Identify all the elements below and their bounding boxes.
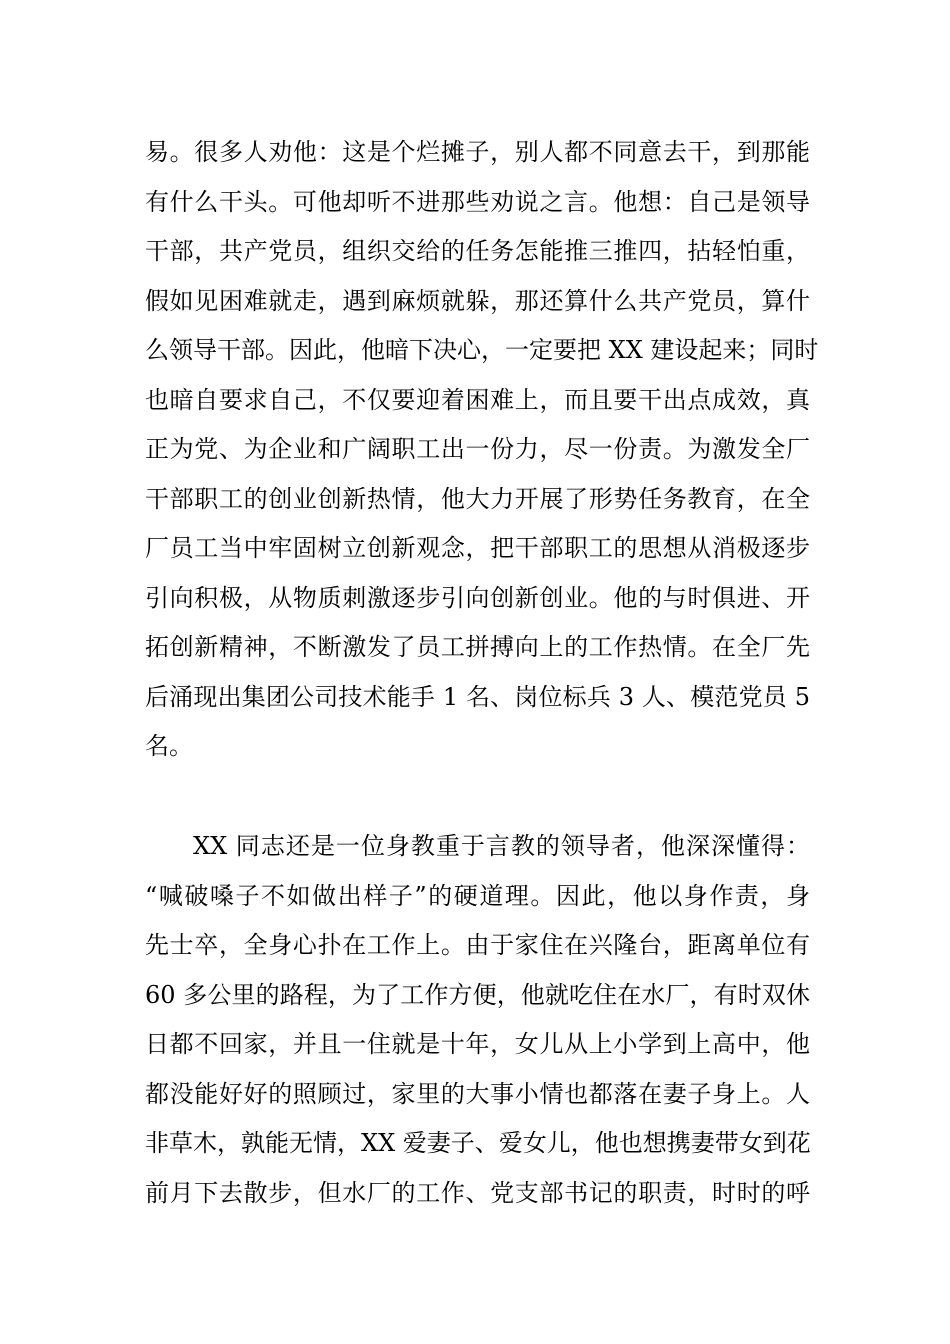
text-line: 都没能好好的照顾过，家里的大事小情也都落在妻子身上。人 [145,1079,810,1108]
text-line: 非草木，孰能无情，XX 爱妻子、爱女儿，他也想携妻带女到花 [145,1129,811,1157]
text-line: 假如见困难就走，遇到麻烦就躲，那还算什么共产党员，算什 [145,286,810,315]
text-line: 引向积极，从物质刺激逐步引向创新创业。他的与时俱进、开 [145,583,810,612]
text-line: 后涌现出集团公司技术能手 1 名、岗位标兵 3 人、模范党员 5 [145,682,810,711]
text-line: 名。 [145,732,193,760]
text-line: 前月下去散步，但水厂的工作、党支部书记的职责，时时的呼 [145,1178,810,1207]
text-line: 也暗自要求自己，不仅要迎着困难上，而且要干出点成效，真 [145,385,810,414]
text-line: XX 同志还是一位身教重于言教的领导者，他深深懂得： [193,832,810,860]
paragraph-1 [145,128,819,772]
text-line: 干部，共产党员，组织交给的任务怎能推三推四，拈轻怕重， [145,237,810,265]
text-line: 厂员工当中牢固树立创新观念，把干部职工的思想从消极逐步 [145,534,810,562]
paragraph-2 [145,822,810,1218]
text-line: 易。很多人劝他：这是个烂摊子，别人都不同意去干，到那能 [145,138,810,166]
text-line: 60 多公里的路程，为了工作方便，他就吃住在水厂，有时双休 [145,980,810,1009]
text-line: 拓创新精神，不断激发了员工拼搏向上的工作热情。在全厂先 [145,633,810,661]
text-line: 正为党、为企业和广阔职工出一份力，尽一份责。为激发全厂 [145,435,810,463]
text-line: 有什么干头。可他却听不进那些劝说之言。他想：自己是领导 [145,187,810,216]
text-line: 日都不回家，并且一住就是十年，女儿从上小学到上高中，他 [145,1030,810,1058]
text-line: 干部职工的创业创新热情，他大力开展了形势任务教育，在全 [145,484,810,513]
text-line: 先士卒，全身心扑在工作上。由于家住在兴隆台，距离单位有 [145,931,810,959]
text-line: 么领导干部。因此，他暗下决心，一定要把 XX 建设起来；同时 [145,336,819,364]
text-line: “喊破嗓子不如做出样子”的硬道理。因此，他以身作责，身 [145,881,810,910]
